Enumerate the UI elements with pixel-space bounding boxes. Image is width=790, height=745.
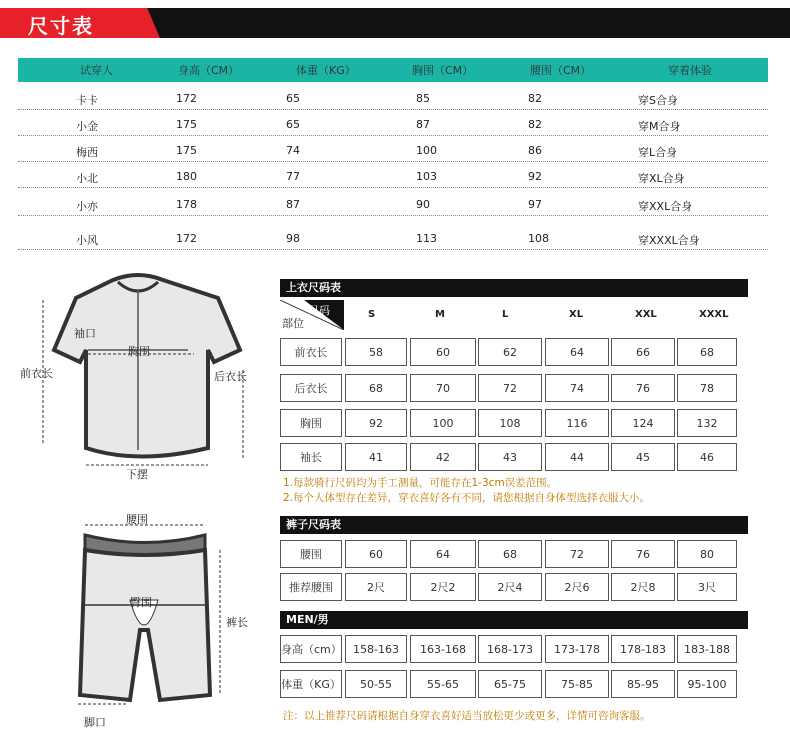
label-pants-length: 裤长: [226, 616, 248, 629]
row-label: 体重（KG）: [280, 670, 342, 698]
table-cell: 178: [176, 198, 197, 211]
size-cell: 173-178: [545, 635, 609, 663]
size-cell: 55-65: [410, 670, 476, 698]
table-cell: 90: [416, 198, 430, 211]
size-cell: 64: [410, 540, 476, 568]
size-cell: 72: [545, 540, 609, 568]
size-cell: 76: [611, 540, 675, 568]
table-row: [18, 110, 768, 136]
table-cell: 82: [528, 118, 542, 131]
table-cell: 小风: [76, 234, 98, 247]
table-cell: 梅西: [76, 146, 98, 159]
row-label: 身高（cm）: [280, 635, 342, 663]
men-section-title: MEN/男: [280, 611, 748, 629]
table-cell: 175: [176, 144, 197, 157]
trial-header-cell: 腰围（CM）: [530, 64, 592, 77]
size-cell: 75-85: [545, 670, 609, 698]
table-cell: 65: [286, 118, 300, 131]
size-cell: 68: [345, 374, 407, 402]
size-cell: 132: [677, 409, 737, 437]
size-cell: 100: [410, 409, 476, 437]
size-cell: 68: [677, 338, 737, 366]
size-header: XXXL: [699, 309, 729, 320]
page-title: 尺寸表: [28, 14, 94, 38]
table-cell: 172: [176, 92, 197, 105]
size-header: S: [368, 309, 376, 320]
size-cell: 2尺2: [410, 573, 476, 601]
row-label: 推荐腰围: [280, 573, 342, 601]
table-row: [18, 84, 768, 110]
corner-bottom: 部位: [282, 317, 304, 330]
label-sleeve: 袖口: [74, 327, 96, 340]
size-cell: 44: [545, 443, 609, 471]
size-cell: 41: [345, 443, 407, 471]
size-cell: 58: [345, 338, 407, 366]
size-cell: 178-183: [611, 635, 675, 663]
table-cell: 小金: [76, 120, 98, 133]
table-cell: 穿XXXL合身: [638, 234, 700, 247]
corner-top: 尺码: [308, 304, 330, 317]
table-row: [18, 224, 768, 250]
size-cell: 45: [611, 443, 675, 471]
trial-header-cell: 胸围（CM）: [412, 64, 474, 77]
note-1: 1.每款骑行尺码均为手工测量，可能存在1-3cm误差范围。: [283, 477, 558, 489]
table-cell: 穿XL合身: [638, 172, 685, 185]
size-cell: 68: [478, 540, 542, 568]
label-leg-opening: 脚口: [84, 716, 106, 729]
size-cell: 2尺6: [545, 573, 609, 601]
size-header: M: [435, 309, 445, 320]
table-cell: 113: [416, 232, 437, 245]
table-cell: 92: [528, 170, 542, 183]
label-chest: 胸围: [128, 345, 150, 358]
table-cell: 98: [286, 232, 300, 245]
table-cell: 87: [286, 198, 300, 211]
table-cell: 65: [286, 92, 300, 105]
table-row: [18, 136, 768, 162]
size-cell: 108: [478, 409, 542, 437]
table-row: [18, 162, 768, 188]
table-cell: 108: [528, 232, 549, 245]
size-cell: 70: [410, 374, 476, 402]
size-cell: 76: [611, 374, 675, 402]
size-header: XL: [569, 309, 584, 320]
size-cell: 163-168: [410, 635, 476, 663]
size-header: XXL: [635, 309, 657, 320]
size-cell: 43: [478, 443, 542, 471]
size-cell: 85-95: [611, 670, 675, 698]
pants-diagram: [60, 520, 230, 710]
size-cell: 116: [545, 409, 609, 437]
size-cell: 2尺8: [611, 573, 675, 601]
trial-header-cell: 穿着体验: [668, 64, 712, 77]
label-hem: 下摆: [126, 468, 148, 481]
table-cell: 86: [528, 144, 542, 157]
trial-header-cell: 身高（CM）: [178, 64, 240, 77]
size-cell: 78: [677, 374, 737, 402]
size-cell: 95-100: [677, 670, 737, 698]
size-cell: 46: [677, 443, 737, 471]
size-cell: 74: [545, 374, 609, 402]
label-back-length: 后衣长: [214, 370, 247, 383]
table-cell: 97: [528, 198, 542, 211]
jersey-outline: [54, 275, 240, 457]
size-cell: 92: [345, 409, 407, 437]
table-cell: 103: [416, 170, 437, 183]
label-front-length: 前衣长: [20, 367, 53, 380]
size-cell: 2尺: [345, 573, 407, 601]
men-note: 注：以上推荐尺码请根据自身穿衣喜好适当放松更少或更多，详情可咨询客服。: [283, 710, 651, 722]
table-row: [18, 190, 768, 216]
table-cell: 卡卡: [76, 94, 98, 107]
jersey-section-title: 上衣尺码表: [280, 279, 748, 297]
trial-header-cell: 试穿人: [80, 64, 113, 77]
trial-table-header: [18, 58, 768, 82]
size-cell: 62: [478, 338, 542, 366]
row-label: 袖长: [280, 443, 342, 471]
table-cell: 穿XXL合身: [638, 200, 693, 213]
table-cell: 87: [416, 118, 430, 131]
size-cell: 60: [410, 338, 476, 366]
trial-header-cell: 体重（KG）: [296, 64, 356, 77]
label-waist: 腰围: [126, 513, 148, 526]
size-cell: 3尺: [677, 573, 737, 601]
table-cell: 穿S合身: [638, 94, 678, 107]
size-cell: 183-188: [677, 635, 737, 663]
table-cell: 172: [176, 232, 197, 245]
size-cell: 42: [410, 443, 476, 471]
size-cell: 50-55: [345, 670, 407, 698]
size-cell: 158-163: [345, 635, 407, 663]
size-cell: 65-75: [478, 670, 542, 698]
table-cell: 100: [416, 144, 437, 157]
row-label: 腰围: [280, 540, 342, 568]
note-2: 2.每个人体型存在差异，穿衣喜好各有不同，请您根据自身体型选择衣服大小。: [283, 492, 651, 504]
size-cell: 80: [677, 540, 737, 568]
table-cell: 穿M合身: [638, 120, 681, 133]
table-cell: 77: [286, 170, 300, 183]
size-header: L: [502, 309, 509, 320]
table-cell: 74: [286, 144, 300, 157]
row-label: 后衣长: [280, 374, 342, 402]
size-cell: 124: [611, 409, 675, 437]
size-cell: 64: [545, 338, 609, 366]
table-cell: 穿L合身: [638, 146, 678, 159]
size-cell: 72: [478, 374, 542, 402]
table-cell: 82: [528, 92, 542, 105]
size-cell: 168-173: [478, 635, 542, 663]
table-cell: 小亦: [76, 200, 98, 213]
pants-section-title: 裤子尺码表: [280, 516, 748, 534]
table-cell: 85: [416, 92, 430, 105]
size-cell: 60: [345, 540, 407, 568]
table-cell: 小北: [76, 172, 98, 185]
size-cell: 2尺4: [478, 573, 542, 601]
row-label: 胸围: [280, 409, 342, 437]
table-cell: 180: [176, 170, 197, 183]
label-hip: 臀围: [130, 596, 152, 609]
row-label: 前衣长: [280, 338, 342, 366]
table-cell: 175: [176, 118, 197, 131]
size-cell: 66: [611, 338, 675, 366]
